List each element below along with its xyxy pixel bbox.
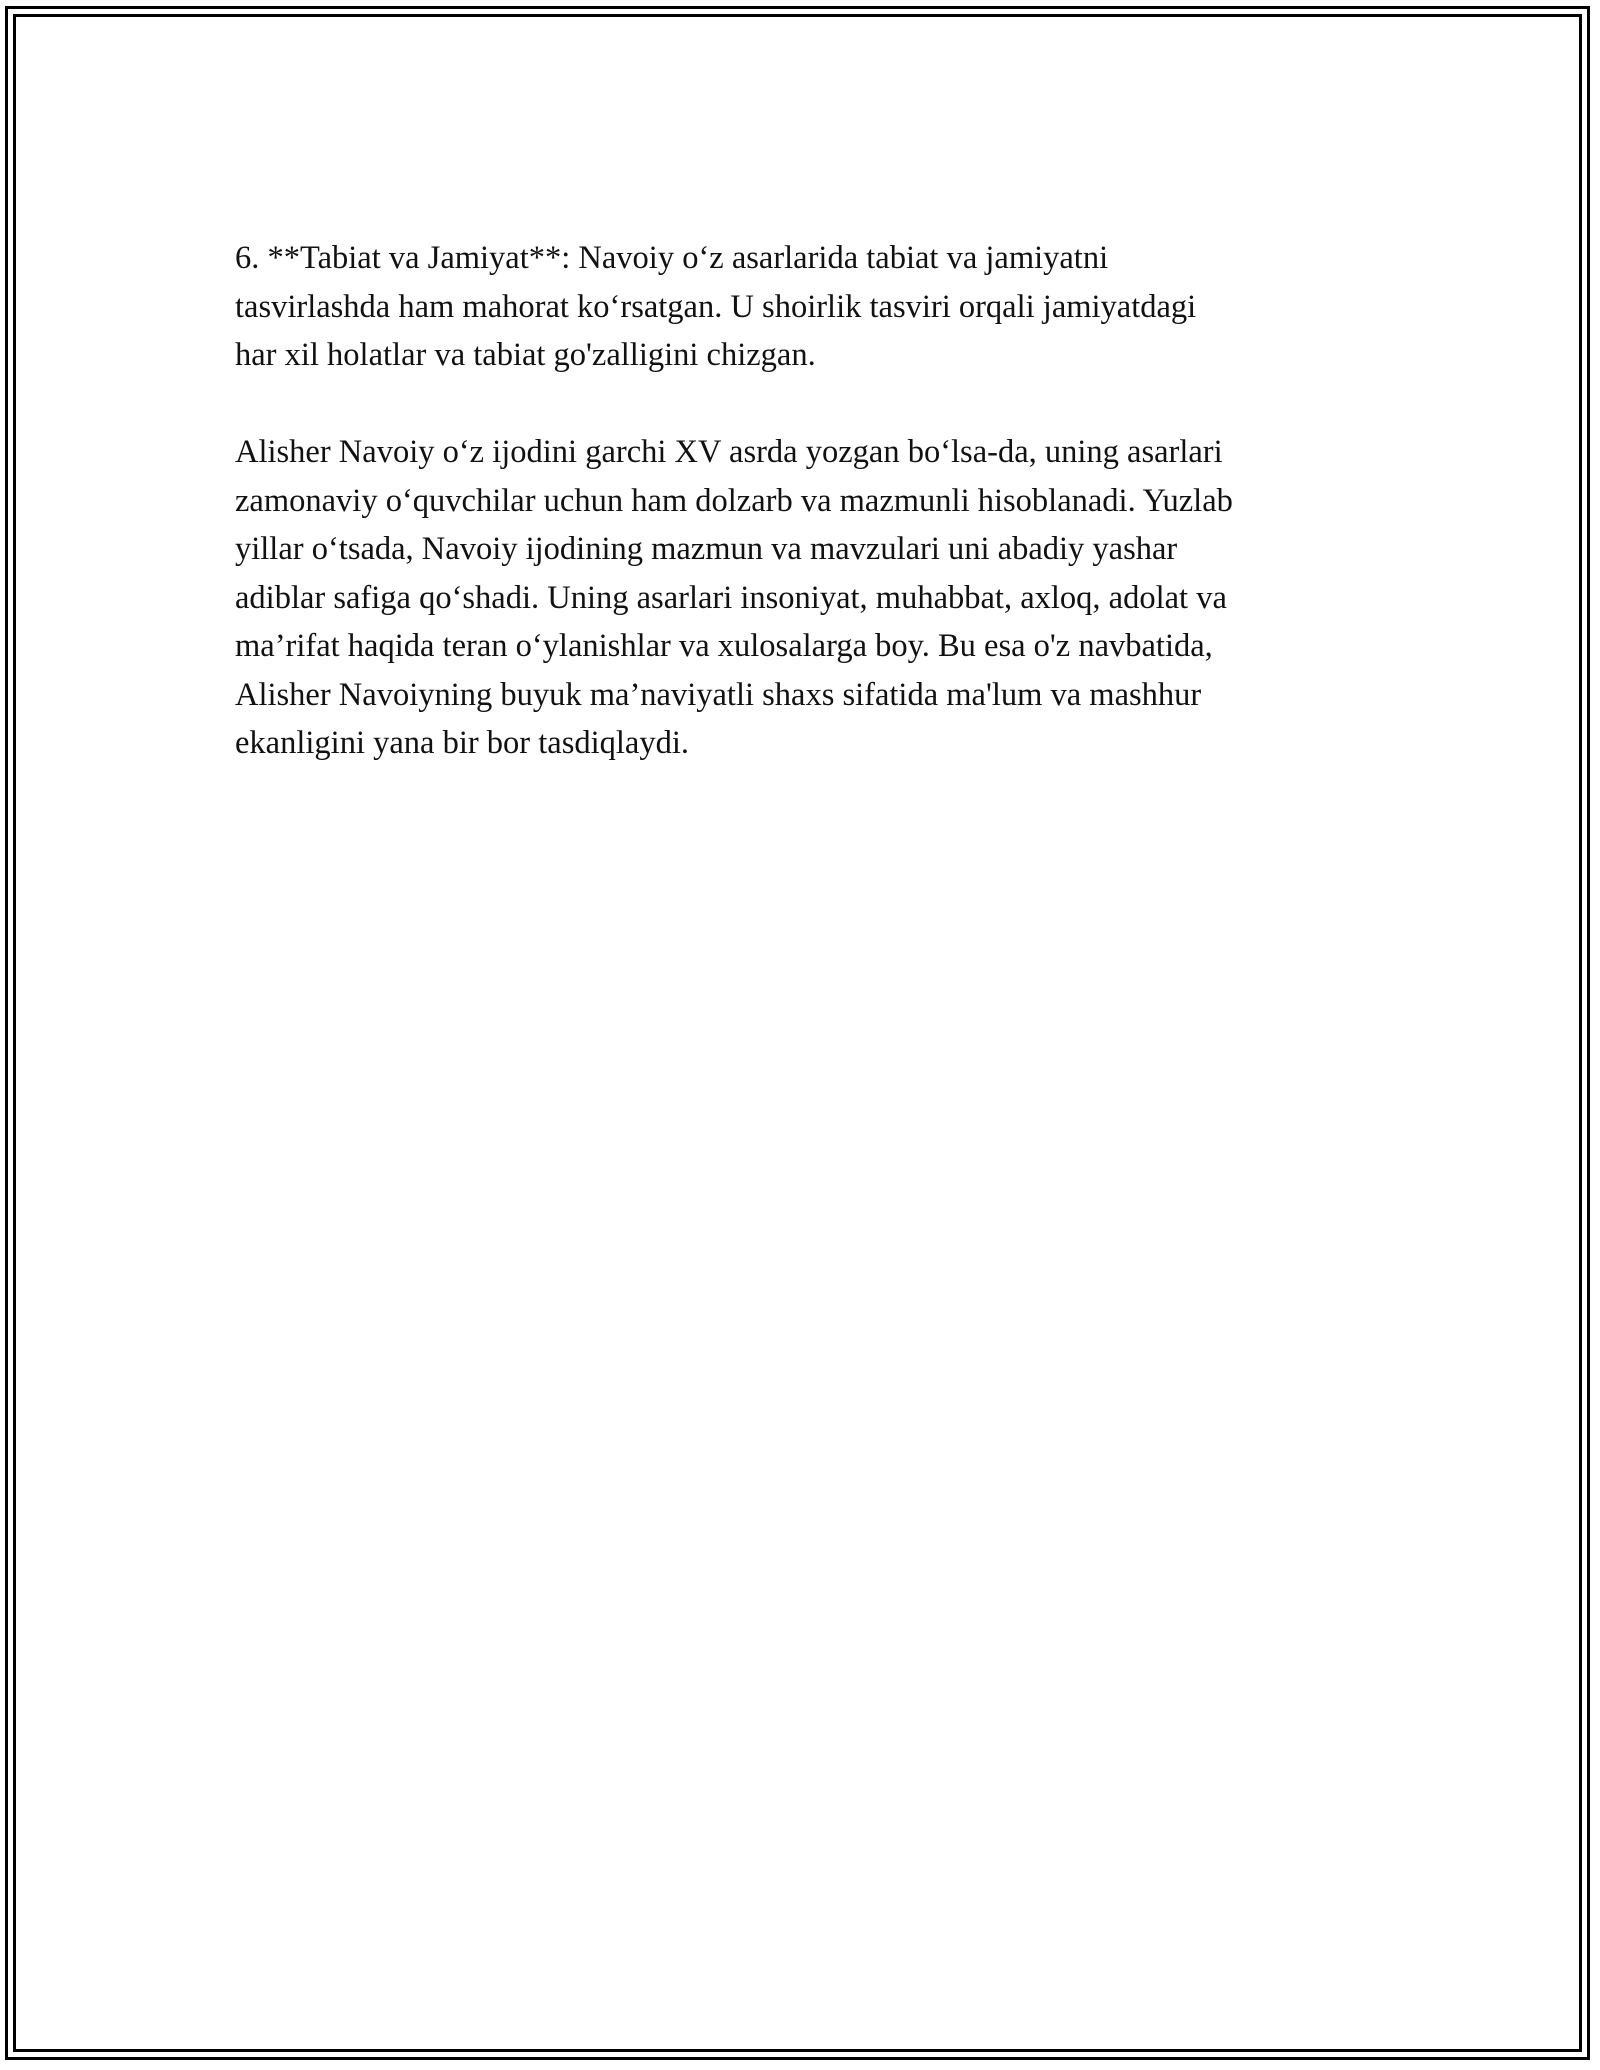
paragraph-conclusion — [235, 428, 1385, 768]
text-line: tasvirlashda ham mahorat ko‘rsatgan. U shoirlik tasviri orqali jamiyatdagi — [235, 288, 1197, 325]
text-line: har xil holatlar va tabiat go'zalligini chizgan. — [235, 337, 816, 373]
paragraph-tabiat-va-jamiyat — [235, 234, 1385, 380]
text-line: Alisher Navoiy o‘z ijodini garchi XV asrda yozgan bo‘lsa-da, uning asarlari — [235, 434, 1223, 470]
text-line: 6. **Tabiat va Jamiyat**: Navoiy o‘z asarlarida tabiat va jamiyatni — [235, 240, 1109, 276]
text-line: adiblar safiga qo‘shadi. Uning asarlari insoniyat, muhabbat, axloq, adolat va — [235, 579, 1227, 616]
text-line: yillar o‘tsada, Navoiy ijodining mazmun va mavzulari uni abadiy yashar — [235, 531, 1178, 567]
text-line: Alisher Navoiyning buyuk ma’naviyatli shaxs sifatida ma'lum va mashhur — [235, 676, 1202, 713]
text-line: zamonaviy o‘quvchilar uchun ham dolzarb va mazmunli hisoblanadi. Yuzlab — [235, 482, 1233, 519]
document-body — [235, 234, 1385, 768]
text-line: ekanligini yana bir bor tasdiqlaydi. — [235, 725, 689, 761]
text-line: ma’rifat haqida teran o‘ylanishlar va xulosalarga boy. Bu esa o'z navbatida, — [235, 628, 1213, 664]
